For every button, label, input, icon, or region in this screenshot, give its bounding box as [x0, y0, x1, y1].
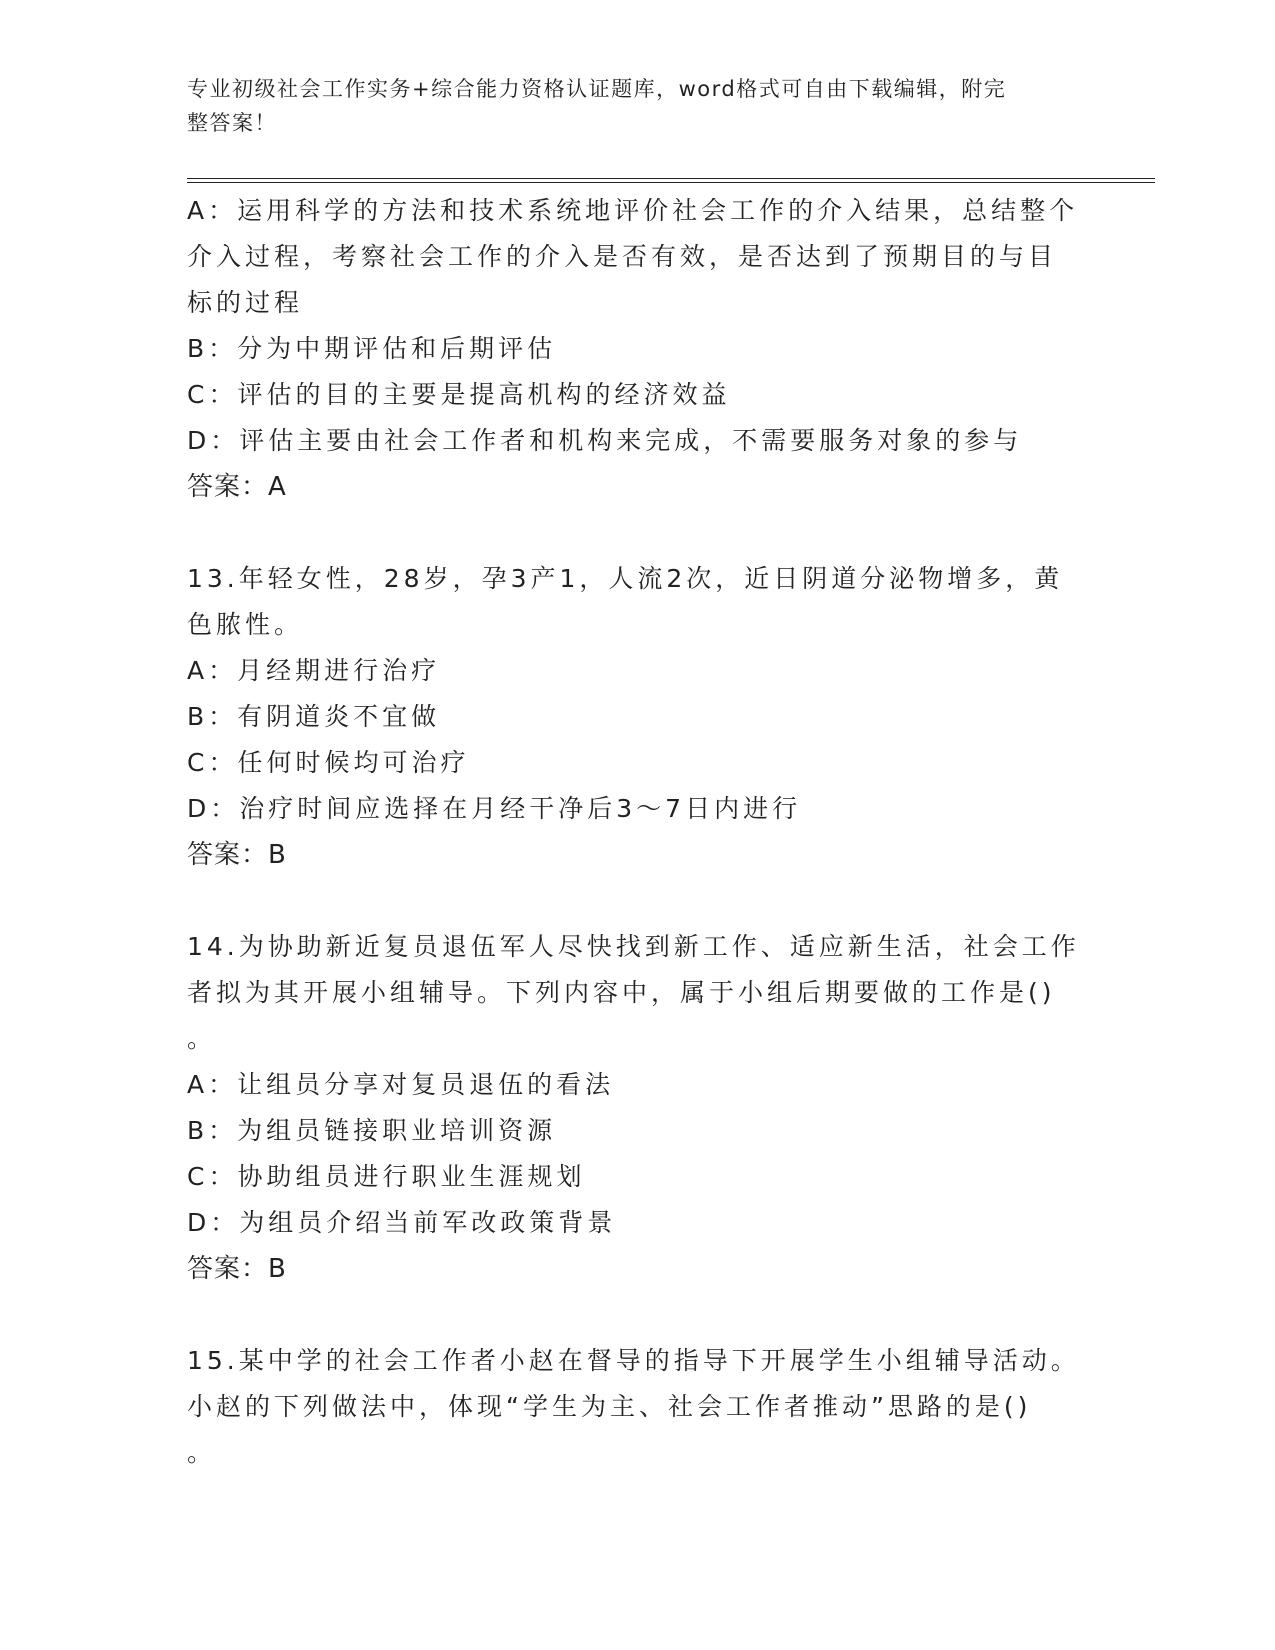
question-stem-line: 13.年轻女性，28岁，孕3产1，人流2次，近日阴道分泌物增多，黄	[187, 564, 1064, 593]
spacer	[187, 1292, 1087, 1338]
option-a: A：让组员分享对复员退伍的看法	[187, 1070, 615, 1099]
question-stem-line: 小赵的下列做法中，体现“学生为主、社会工作者推动”思路的是()	[187, 1392, 1032, 1421]
option-d: D：治疗时间应选择在月经干净后3～7日内进行	[187, 794, 802, 823]
header-divider	[187, 178, 1155, 183]
header-line: 专业初级社会工作实务+综合能力资格认证题库，word格式可自由下载编辑，附完	[187, 77, 1007, 101]
option-d: D：为组员介绍当前军改政策背景	[187, 1208, 617, 1237]
option-d: D：评估主要由社会工作者和机构来完成，不需要服务对象的参与	[187, 426, 1023, 455]
question-stem-line: 色脓性。	[187, 610, 304, 639]
option-a-line: 标的过程	[187, 288, 304, 317]
question-list	[187, 188, 1087, 1476]
question-stem-line: 15.某中学的社会工作者小赵在督导的指导下开展学生小组辅导活动。	[187, 1346, 1080, 1375]
option-b: B：有阴道炎不宜做	[187, 702, 441, 731]
spacer	[187, 878, 1087, 924]
answer: 答案：B	[187, 840, 287, 870]
question-13	[187, 556, 1087, 878]
question-stem-line: 。	[187, 1438, 217, 1467]
question-15	[187, 1338, 1087, 1476]
header-line: 整答案！	[187, 111, 277, 135]
option-a-line: A：运用科学的方法和技术系统地评价社会工作的介入结果，总结整个	[187, 196, 1079, 225]
option-c: C：任何时候均可治疗	[187, 748, 470, 777]
option-b: B：分为中期评估和后期评估	[187, 334, 557, 363]
option-c: C：评估的目的主要是提高机构的经济效益	[187, 380, 731, 409]
question-stem-line: 者拟为其开展小组辅导。下列内容中，属于小组后期要做的工作是()	[187, 978, 1056, 1007]
answer: 答案：A	[187, 472, 287, 502]
option-a-line: 介入过程，考察社会工作的介入是否有效，是否达到了预期目的与目	[187, 242, 1058, 271]
question-stem-line: 14.为协助新近复员退伍军人尽快找到新工作、适应新生活，社会工作	[187, 932, 1080, 961]
spacer	[187, 510, 1087, 556]
document-header	[187, 72, 1067, 140]
question-12	[187, 188, 1087, 510]
answer: 答案：B	[187, 1254, 287, 1284]
question-14	[187, 924, 1087, 1292]
option-a: A：月经期进行治疗	[187, 656, 441, 685]
option-c: C：协助组员进行职业生涯规划	[187, 1162, 586, 1191]
option-b: B：为组员链接职业培训资源	[187, 1116, 557, 1145]
question-stem-line: 。	[187, 1024, 217, 1053]
